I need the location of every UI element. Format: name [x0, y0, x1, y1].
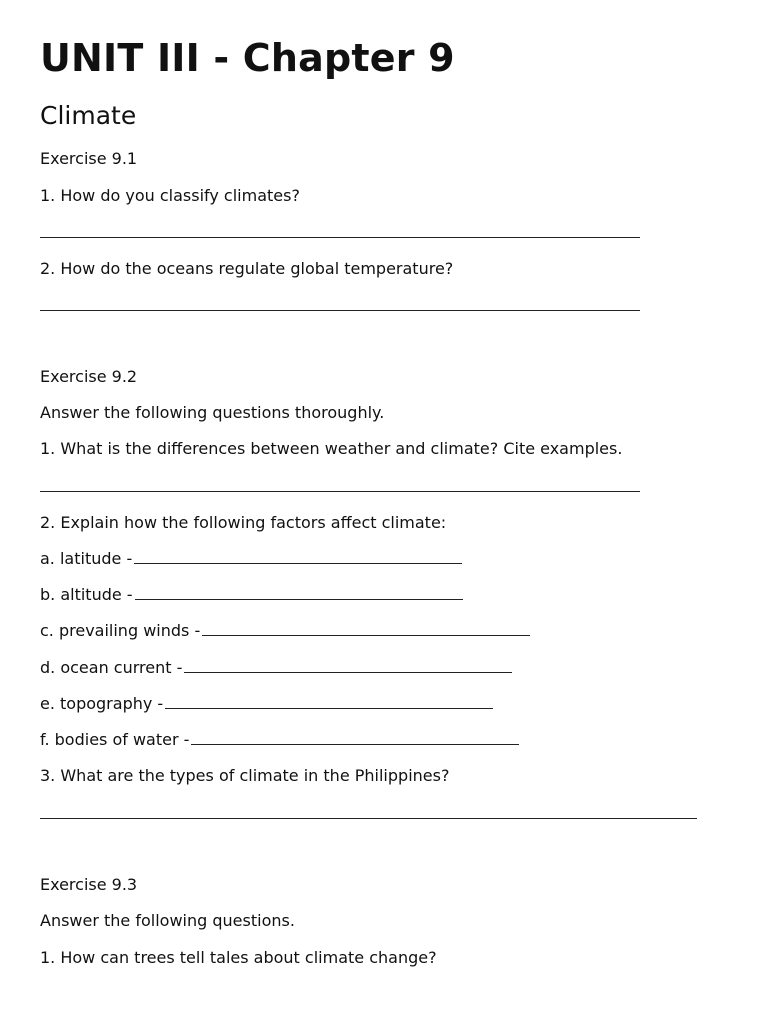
exercise-9-2-instruction: Answer the following questions thoroughly.	[40, 403, 385, 422]
exercise-9-3-instruction: Answer the following questions.	[40, 911, 295, 930]
factor-label: d. ocean current -	[40, 658, 183, 677]
chapter-subtitle: Climate	[40, 101, 137, 130]
factor-ocean-current	[40, 658, 512, 678]
factor-altitude	[40, 585, 463, 605]
answer-line-9-2-q3	[40, 818, 697, 819]
answer-line-9-2-q1	[40, 491, 640, 492]
factor-answer-blank	[184, 658, 512, 673]
exercise-9-2-question-2: 2. Explain how the following factors affect climate:	[40, 513, 447, 532]
exercise-9-2-heading: Exercise 9.2	[40, 367, 138, 386]
exercise-9-3-question-1: 1. How can trees tell tales about climate change?	[40, 948, 437, 967]
factor-latitude	[40, 549, 462, 569]
factor-prevailing-winds	[40, 621, 530, 641]
factor-answer-blank	[191, 730, 519, 745]
exercise-9-1-question-2: 2. How do the oceans regulate global temperature?	[40, 259, 454, 278]
factor-answer-blank	[202, 621, 530, 636]
answer-line-9-1-q1	[40, 237, 640, 238]
factor-label: f. bodies of water -	[40, 730, 190, 749]
factor-label: b. altitude -	[40, 585, 133, 604]
factor-answer-blank	[165, 694, 493, 709]
page-title: UNIT III - Chapter 9	[40, 36, 455, 80]
exercise-9-3-heading: Exercise 9.3	[40, 875, 138, 894]
factor-answer-blank	[135, 585, 463, 600]
factor-topography	[40, 694, 493, 714]
exercise-9-2-question-1: 1. What is the differences between weather and climate? Cite examples.	[40, 439, 623, 458]
exercise-9-1-heading: Exercise 9.1	[40, 149, 138, 168]
factor-label: c. prevailing winds -	[40, 621, 201, 640]
answer-line-9-1-q2	[40, 310, 640, 311]
factor-label: a. latitude -	[40, 549, 133, 568]
exercise-9-1-question-1: 1. How do you classify climates?	[40, 186, 300, 205]
exercise-9-2-question-3: 3. What are the types of climate in the Philippines?	[40, 766, 450, 785]
factor-bodies-of-water	[40, 730, 519, 750]
factor-answer-blank	[134, 549, 462, 564]
factor-label: e. topography -	[40, 694, 164, 713]
